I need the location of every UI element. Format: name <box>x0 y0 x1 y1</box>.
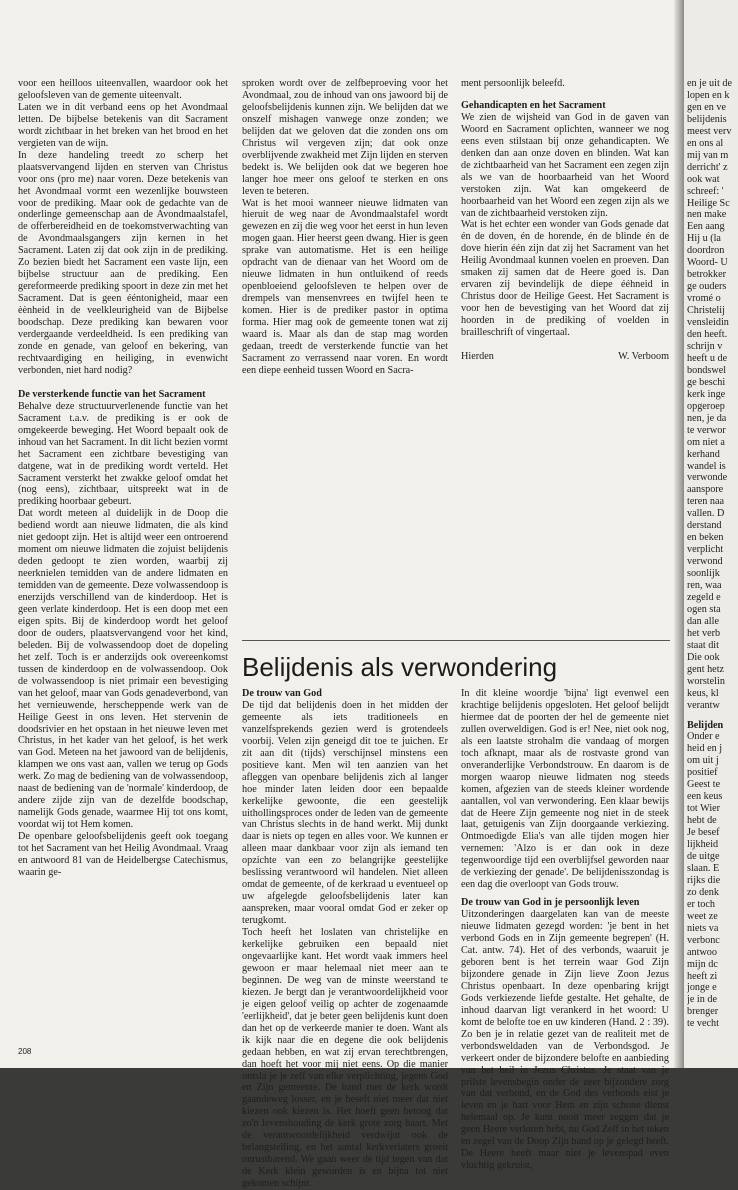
facing-page-line: Heilige Sc <box>687 197 730 209</box>
facing-page-line: verantw <box>687 699 720 711</box>
facing-page-line: keus, kl <box>687 687 719 699</box>
paragraph: voor een heilloos uiteenvallen, waardoor ook het geloofsleven van de gemente uiteenvalt. <box>18 78 228 101</box>
paragraph: Wat is het mooi wanneer nieuwe lidmaten van hieruit de weg naar de Avondmaalstafel wordt gewezen en zij die weg voor het eerst in hun leven mogen gaan. Hier heerst geen dwang. Hier is geen sprake van automatisme. Het is een heilige opdracht van de dienaar van het Woord om de nieuwe lidmaten in hun ontluikend of reeds openbloeiend geloofsleven te helpen over de drempels van mensenvrees en twijfel heen te komen. Hier is de prediker pastor in optima forma. Hier mag ook de gemeente tonen wat zij waard is. Maar als dan de stap mag worden gedaan, treedt de versterkende functie van het Sacrament zo verrassend naar voren. En wordt een diepe eenheid tussen Woord en Sacra- <box>242 197 448 376</box>
column-2-top <box>242 78 448 377</box>
facing-page <box>684 0 738 1068</box>
facing-page-line: opgeroep <box>687 400 725 412</box>
facing-page-line: je in de <box>687 994 717 1006</box>
facing-page-line: schrijn v <box>687 340 723 352</box>
facing-page-line: en ons al <box>687 137 724 149</box>
facing-page-line: te verwor <box>687 424 726 436</box>
facing-page-line: wandel is <box>687 460 726 472</box>
facing-page-line: rijks die <box>687 874 721 886</box>
facing-page-line: ogen sta <box>687 603 721 615</box>
facing-page-line: Geest te <box>687 779 721 791</box>
facing-page-line: Een aang <box>687 221 725 233</box>
facing-page-line: om niet a <box>687 436 725 448</box>
facing-page-line: worstelin <box>687 675 725 687</box>
subheading: De trouw van God <box>242 688 322 699</box>
place: Hierden <box>461 351 494 363</box>
facing-page-line: kerhand <box>687 448 720 460</box>
facing-page-line: vallen. D <box>687 508 725 520</box>
facing-page-line: gen en ve <box>687 101 727 113</box>
facing-page-line: slaan. E <box>687 862 720 874</box>
article-title: Belijdenis als verwondering <box>242 652 558 682</box>
facing-page-line: ook wat <box>687 173 720 185</box>
facing-page-line: staat dit <box>687 639 719 651</box>
facing-page-line: mij van m <box>687 149 729 161</box>
facing-page-line: vensleidin <box>687 317 729 329</box>
facing-page-line: ge ouders <box>687 281 727 293</box>
facing-page-line: verplicht <box>687 544 724 556</box>
facing-page-line: vromé o <box>687 293 721 305</box>
facing-page-line: nen, je da <box>687 412 727 424</box>
facing-page-line: heid en j <box>687 743 723 755</box>
facing-page-subheading: Belijden <box>687 719 724 731</box>
facing-page-line: lijkheid <box>687 839 719 851</box>
page-number: 208 <box>18 1047 32 1056</box>
facing-page-line: antwoo <box>687 946 717 958</box>
facing-page-line: en je uit de <box>687 78 732 89</box>
signature-line <box>461 351 669 363</box>
paragraph: We zien de wijsheid van God in de gaven van Woord en Sacrament oplichten, wanneer we nog eens even stilstaan bij onze gehandicapten. We denken dan aan onze doven en blinden. Wat kan de zichtbaarheid van het Sacrament een zegen zijn als we van de hoorbaarheid van het Woord verstoken zijn. Wat kan omgekeerd de hoorbaarheid van het Woord een zegen zijn als we van de zichtbaarheid verstoken zijn. <box>461 111 669 219</box>
facing-page-line: Hij u (la <box>687 233 721 245</box>
facing-page-line: een keus <box>687 791 723 803</box>
facing-page-line: en beken <box>687 532 724 544</box>
facing-page-line: kerk inge <box>687 388 726 400</box>
facing-page-column <box>687 78 738 1030</box>
facing-page-line: soonlijk <box>687 568 720 580</box>
facing-page-line: er toch <box>687 898 716 910</box>
paragraph: Behalve deze structuurverlenende functie van het Sacrament t.a.v. de prediking is er ook de omgekeerde beweging. Het Woord bepaalt ook de inhoud van het Sacrament. In dit licht bezien vormt het Sacrament een zichtbare bevestiging van datgene, wat in de prediking wordt verteld. Het Sacrament versterkt het zwakke geloof omdat het (nog eens), zichtbaar, uitspreekt wat in de prediking hoorbaar gebeurt. <box>18 400 228 508</box>
facing-page-line: nen make <box>687 209 727 221</box>
subheading: De versterkende functie van het Sacrament <box>18 388 206 400</box>
paragraph: sproken wordt over de zelfbeproeving voor het Avondmaal, zou de inhoud van ons jawoord bij de geloofsbelijdenis kunnen zijn. We belijden dat we onszelf mishagen vanwege onze zonden; we belijden dat we geloven dat die zonden ons om Christus wil vergeven zijn; dat ook onze overblijvende zwakheid met Zijn lijden en sterven bedekt is. We belijden ook dat we begeren hoe langer hoe meer ons geloof te sterken en ons leven te beteren. <box>242 78 448 197</box>
paragraph: In dit kleine woordje 'bijna' ligt evenwel een krachtige belijdenis opgesloten. Het geloof belijdt hiermee dat de poorten der hel de gemeente niet zullen overweldigen. God is er! Nee, niet ook nog, als een laatste strohalm die vandaag of morgen toch afknapt, maar als de rostvaste grond van onveranderlijke Verbondstrouw. En daarom is de morgen waarop nieuwe lidmaten nog steeds komen, afgezien van de steeds kleiner wordende aantallen, vol van verwondering. Een klaar bewijs dat de Heere Zijn gemeente nog niet in de steek laat, getuigenis van Zijn doorgaande verkiezing. Ontmoedigde Elia's van alle tijden mogen hier vernemen: 'Alzo is er dan ook in deze tegenwoordige tijd een overblijfsel geworden naar de verkiezing der genade'. De belijdenisszondag is een dag die overloopt van Gods trouw. <box>461 688 669 891</box>
facing-page-line: ge beschi <box>687 376 726 388</box>
paragraph: De openbare geloofsbelijdenis geeft ook toegang tot het Sacrament van het Heilig Avondmaal. Vraag en antwoord 81 van de Heidelbergse Catechismus, waarin ge- <box>18 831 228 878</box>
facing-page-line: mijn dc <box>687 958 718 970</box>
facing-page-line: hebt de <box>687 815 717 827</box>
facing-page-line: betrokker <box>687 269 727 281</box>
paragraph: Dat wordt meteen al duidelijk in de Doop die bediend wordt aan nieuwe lidmaten, die als kind niet gedoopt zijn. Het is altijd weer een ontroerend moment om nieuwe lidmaten die zojuist belijdenis deden gedoopt te zien worden, waarbij zij neerknielen temidden van de andere lidmaten en temidden van de gemeente. Deze volwassendoop is enerzijds verschillend van de kinderdoop. Het is geen verlate kinderdoop. Het is een doop met een eigen spits. Bij de kinderdoop wordt het geloof door de ouders, plaatsvervangend voor het kind, beleden. Bij de volwassendoop doet de dopeling het zelf. Toch is er anderzijds ook overeenkomst tussen de kinderdoop en de volwassendoop. Ook de volwassendoop is niet primair een bevestiging van het geloof, maar van Gods genadeverbond, van het vernieuwende, herscheppende werk van de Heilige Geest in ons leven. Het stervenin de doodsrivier en het opstaan in het nieuwe leven met Christus, in het kader van het geloof, is het werk van God. Meteen na het jawoord van de belijdenis, klampen we ons vast aan, vallen we terug op Gods werk. Zo mag de bediening van de volwassendoop, naast de bediening van de 'normale' kinderdoop, de andere zijde zijn van de dezelfde boodschap, namelijk Gods genade, waarmee Hij tot ons komt, voordat wij tot Hem komen. <box>18 508 228 831</box>
facing-page-line: positief <box>687 767 718 779</box>
paragraph: De tijd dat belijdenis doen in het midden der gemeente als iets traditioneels en vanzelfsprekends gezien werd is grotendeels voorbij. Velen zijn geneigd dit toe te juichen. Er zit aan dit (tijds) verschijnsel minstens een positieve kant. Men wil ten aanzien van het afleggen van openbare belijdenis zich al langer hoe minder laten leiden door een bepaalde kerkelijke gewoonte, die een geestelijk uithollingsproces onder de leden van de gemeente van Christus slechts in de hand werkt. Mij dunkt daar is niets op tegen en alles voor. We kunnen er alleen maar dankbaar voor zijn als iemand ten opzichte van een zo belangrijke geestelijke beslissing verantwoord wil handelen. Niet alleen omdat de gemeente, of de kerkraad u eventueel op uw afgelegde geloofsbelijdenis later kan aanspreken, maar vooral omdat God er zeker op terugkomt. <box>242 699 448 927</box>
facing-page-line: Je besef <box>687 827 720 839</box>
facing-page-line: Die ook <box>687 651 720 663</box>
facing-page-line: weet ze <box>687 910 718 922</box>
paragraph: Uitzonderingen daargelaten kan van de meeste nieuwe lidmaten gezegd worden: 'je bent in het verbond Gods en in Zijn gemeente begrepen' (H. Cat. antw. 74). Het of des verbonds, waaruit je geboren bent is het terrein waar God Zijn bijzondere genade in Zijn lieve Zoon Jezus Christus openbaart. In deze openbaring krijgt Gods verkiezende liefde gestalte. Het gehalte, de inhoud daarvan ligt verankerd in het woord: U komt de belofte toe en uw kinderen (Hand. 2 : 39). Zo ben je in relatie gezet van de realiteit met de verbondsweldaden van de Verbondsgod. Je verkeert onder de bijzondere belofte en aanbieding van het heil in Jezus Christus. Je staat van je prilste levensbegin onder de zeer bijzondere zorg van dat verbond, en de God des verbonds eist je leven en je hart voor Hem en zijn schone dienst helemaal op. Je kunt nooit meer zeggen dat je geen Heere verloren hebt, nu God Zelf in het teken en zegel van de Doop Zijn hand op je gelegd heeft. De Heere heeft maar niet je levenspad even vluchtig gekruist, <box>461 909 669 1172</box>
facing-page-line: derricht' z <box>687 161 728 173</box>
paragraph: In deze handeling treedt zo scherp het plaatsvervangend lijden en sterven van Christus voor ons (pro me) naar voren. Deze betekenis van het Avondmaal vormt een wezenlijke bouwsteen voor de prediking. Maar ook de gedachte van de onderlinge gemeenschap aan de Avondmaalstafel, de offerbereidheid en de toekomstverwachting van de Avondmaalsgangers zijn kernen in het Sacrament. Laten zij dat ook zijn in de prediking. Zo bezien biedt het Sacrament een vaste lijn, een bijbelse structuur aan de prediking. Een gereformeerde prediking spoort in deze zin met het Sacrament. Dat is geen ééntonigheid, maar een ėėnheid in de veelkleurigheid van de Bijbelse boodschap. Deze prediking kan bewaren voor verdergaande verdeeldheid. Is een prediking van zonde en genade, van geloof en bekering, van rechtvaardiging en heiliging, in evenwicht verbonden, niet hard nodig? <box>18 149 228 376</box>
facing-page-line: brenger <box>687 1006 719 1018</box>
facing-page-line: Onder e <box>687 731 720 743</box>
facing-page-line: te vecht <box>687 1018 719 1030</box>
facing-page-line: doordron <box>687 245 725 257</box>
paragraph: ment persoonlijk beleefd. <box>461 78 565 89</box>
facing-page-line: verwond <box>687 556 723 568</box>
facing-page-line: gent hetz <box>687 663 725 675</box>
subheading: Gehandicapten en het Sacrament <box>461 99 606 111</box>
paragraph: Toch heeft het loslaten van christelijke en kerkelijke gebruiken een bepaald niet ongevaarlijke kant. Het wordt vaak immers heel gewoon er maar helemaal niet meer aan te beginnen. De weg van de minste weerstand te kiezen. Je bergt dan je verantwoordelijkheid voor je eigen geloof veilig op achter de zogenaamde 'eerlijkheid', dat je beter geen belijdenis kunt doen dan het op de verkeerde manier te doen. Want als ik kijk naar die en degene die ook belijdenis gedaan hebben, en wat zij ervan terechtbrengen, dan hoeft het voor mij niet eens. Op die manier ontsla je je zelf van elke verplichting, jegens God en Zijn gemeente. De band met de kerk wordt gaandeweg losser, en je beseft niet meer dat niet kiezen ook kiezen is. Het hoeft geen betoog dat zo'n levenshouding de kerk grote zorg baart. Met de verantwoordelijkheid verdwijnt ook de belangstelling, en het aantal kerkverlaters groeit onrustbarend. We gaan weer de tijd tegen van dat de Kerk klein geworden is en bijna tot niet gekomen schijnt. <box>242 927 448 1190</box>
subheading: De trouw van God in je persoonlijk leven <box>461 897 640 909</box>
author: W. Verboom <box>618 351 669 363</box>
facing-page-line: ren, waa <box>687 580 722 592</box>
facing-page-line: derstand <box>687 520 722 532</box>
facing-page-line: belijdenis <box>687 113 727 125</box>
facing-page-line: Woord- U <box>687 257 728 269</box>
facing-page-line: bondswel <box>687 364 727 376</box>
facing-page-line: den heeft. <box>687 329 728 341</box>
facing-page-line: het verb <box>687 627 721 639</box>
facing-page-line: verbonc <box>687 934 720 946</box>
facing-page-line: teren naa <box>687 496 725 508</box>
facing-page-line: dan alle <box>687 615 719 627</box>
facing-page-line: Christelij <box>687 305 725 317</box>
paragraph: Wat is het echter een wonder van Gods genade dat én de doven, én de horende, én de blinde én de dove hierin één zijn dat zij het Sacrament van het Heilig Avondmaal kunnen voelen en proeven. Dan smaken zij samen dat de Heere goed is. Dan ervaren zij bevindelijk de diepe ééhneid in Christus door de Heilige Geest. Het Sacrament is voor hen de bevestiging van het Woord dat zij hoorden in de prediking of voelden in brailleschrift of vingertaal. <box>461 219 669 339</box>
facing-page-line: aanspore <box>687 484 724 496</box>
facing-page-line: zo denk <box>687 886 719 898</box>
column-3-bottom <box>461 688 669 1172</box>
facing-page-line: schreef: ' <box>687 185 724 197</box>
column-1 <box>18 78 228 879</box>
facing-page-line: de uitge <box>687 851 720 862</box>
divider <box>242 640 670 641</box>
facing-page-line: heeft zi <box>687 970 718 982</box>
column-2-bottom <box>242 688 448 1190</box>
facing-page-line: jonge e <box>687 982 717 994</box>
facing-page-line: zegeld e <box>687 591 721 603</box>
facing-page-line: heeft u de <box>687 352 728 364</box>
facing-page-line: tot Wier <box>687 803 721 815</box>
facing-page-line: meest verv <box>687 125 732 137</box>
facing-page-line: om uit j <box>687 755 719 767</box>
paragraph: Laten we in dit verband eens op het Avondmaal letten. De bijbelse betekenis van dit Sacrament wordt zichtbaar in het breken van het brood en het vergieten van de wijn. <box>18 101 228 149</box>
facing-page-line: verwonde <box>687 472 728 484</box>
facing-page-line: niets va <box>687 922 719 934</box>
facing-page-line: lopen en k <box>687 89 730 101</box>
column-3-top <box>461 78 669 363</box>
